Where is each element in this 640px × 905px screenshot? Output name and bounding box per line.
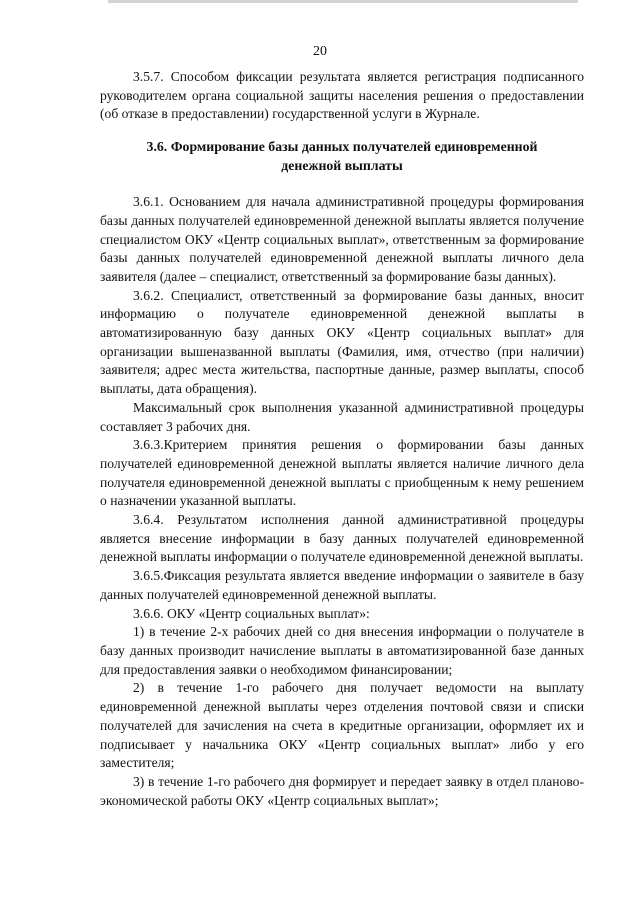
paragraph-3-6-4: 3.6.4. Результатом исполнения данной административной процедуры является внесение информации в базу данных получателей единовременной денежной выплаты информации о получателе единовременной денежной выплаты. [100, 512, 584, 565]
paragraph-3-6-2: 3.6.2. Специалист, ответственный за формирование базы данных, вносит информацию о получателе единовременной денежной выплаты в автоматизированную базу данных ОКУ «Центр социальных выплат» для организации вышеназванной выплаты (Фамилия, имя, отчество (при наличии) заявителя; адрес места жительства, паспортные данные, размер выплаты, способ выплаты, дата обращения). [100, 287, 584, 397]
paragraph-3-6-3: 3.6.3.Критерием принятия решения о формировании базы данных получателей единовременной денежной выплаты является наличие личного дела получателя единовременной денежной выплаты с приобщенным к нему решением о назначении указанной выплаты. [100, 437, 584, 509]
list-item-3: 3) в течение 1-го рабочего дня формирует и передает заявку в отдел планово-экономической работы ОКУ «Центр социальных выплат»; [100, 773, 584, 808]
paragraph-3-6-1: 3.6.1. Основанием для начала административной процедуры формирования базы данных получателей единовременной денежной выплаты является получение специалистом ОКУ «Центр социальных выплат», ответственным за формирование базы данных получателей единовременной денежной выплаты личного дела заявителя (далее – специалист, ответственный за формирование базы данных). [100, 194, 584, 284]
list-item-1: 1) в течение 2-х рабочих дней со дня внесения информации о получателе в базу данных производит начисление выплаты в автоматизированной базе данных для предоставления заявки о необходимом финансировании; [100, 624, 584, 677]
scan-edge-line [108, 0, 578, 3]
paragraph-3-5-7: 3.5.7. Способом фиксации результата является регистрация подписанного руководителем органа социальной защиты населения решения о предоставлении (об отказе в предоставлении) государственной услуги в Журнале. [100, 69, 584, 122]
paragraph-max-term: Максимальный срок выполнения указанной административной процедуры составляет 3 рабочих дня. [100, 399, 584, 434]
section-heading-3-6: 3.6. Формирование базы данных получателей единовременной денежной выплаты [146, 139, 538, 174]
list-item-2: 2) в течение 1-го рабочего дня получает ведомости на выплату единовременной денежной выплаты через отделения почтовой связи и списки получателей для зачисления на счета в кредитные организации, оформляет их и подписывает у начальника ОКУ «Центр социальных выплат» либо у его заместителя; [100, 680, 584, 771]
paragraph-3-6-5: 3.6.5.Фиксация результата является введение информации о заявителе в базу данных получателей единовременной денежной выплаты. [100, 568, 584, 602]
document-body [100, 68, 584, 810]
paragraph-3-6-6: 3.6.6. ОКУ «Центр социальных выплат»: [133, 605, 370, 621]
page-number: 20 [313, 44, 327, 59]
